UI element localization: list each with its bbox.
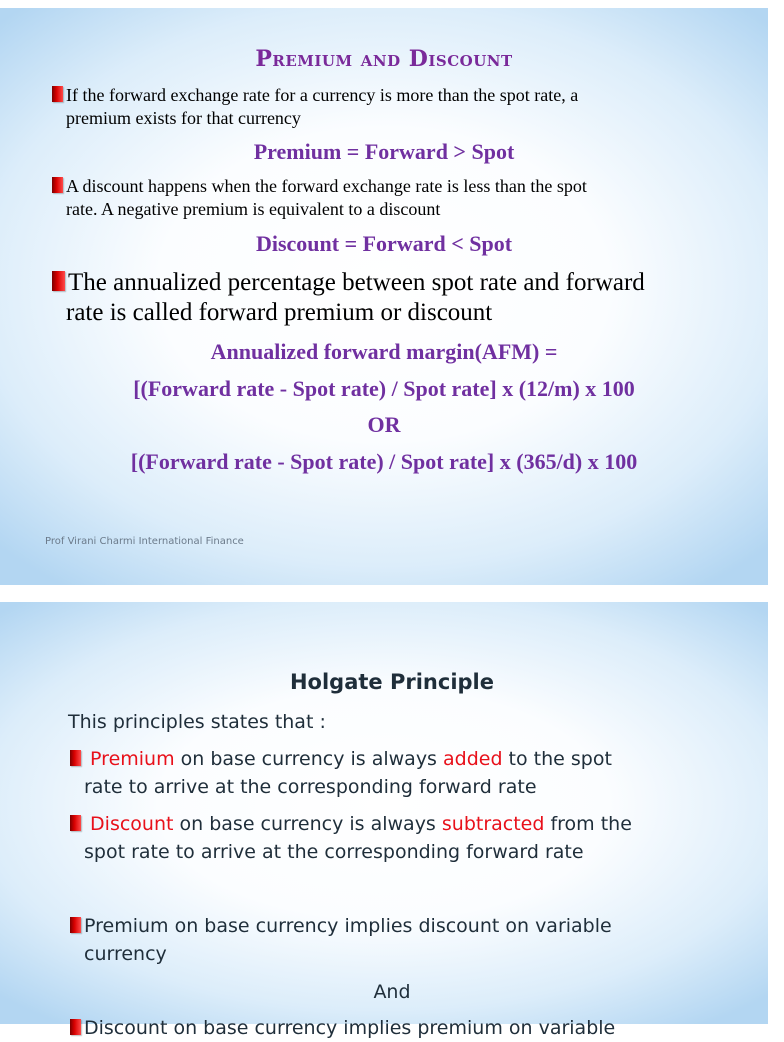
bullet-premium-definition xyxy=(52,84,722,130)
item-text: from the xyxy=(544,813,632,835)
item-text: on base currency is always xyxy=(174,748,443,770)
discount-formula: Discount = Forward < Spot xyxy=(255,231,513,256)
bullet-square-icon xyxy=(52,86,63,102)
keyword-premium: Premium xyxy=(90,748,175,770)
holgate-item-premium xyxy=(70,745,720,801)
holgate-item-discount xyxy=(70,810,720,866)
afm-formula-months: [(Forward rate - Spot rate) / Spot rate] x (12/m) x 100 xyxy=(133,376,635,401)
holgate-item-base-discount xyxy=(70,1014,720,1042)
afm-heading: Annualized forward margin(AFM) = xyxy=(210,339,558,364)
item-text: on base currency is always xyxy=(173,813,442,835)
item-text-line1: Premium on base currency implies discount on variable xyxy=(84,915,612,937)
holgate-item-base-premium xyxy=(70,912,720,968)
bullet-text-line2: rate is called forward premium or discount xyxy=(66,299,493,326)
bullet-square-icon xyxy=(70,815,81,831)
slide-holgate-principle xyxy=(0,602,768,1039)
or-separator: OR xyxy=(367,412,401,437)
item-text: to the spot xyxy=(502,748,612,770)
bullet-text-line1: The annualized percentage between spot rate and forward xyxy=(68,269,645,296)
bullet-text-line2: premium exists for that currency xyxy=(66,108,301,128)
item-text-line2: rate to arrive at the corresponding forward rate xyxy=(84,776,537,798)
bullet-text-line1: If the forward exchange rate for a currency is more than the spot rate, a xyxy=(66,85,579,105)
and-connector: And xyxy=(373,981,411,1003)
bullet-text-line2: rate. A negative premium is equivalent to a discount xyxy=(66,199,441,219)
item-text-line2: spot rate to arrive at the corresponding forward rate xyxy=(84,841,584,863)
bullet-forward-premium xyxy=(52,268,722,328)
keyword-added: added xyxy=(443,748,503,770)
slide-title: Premium and Discount xyxy=(255,46,513,72)
slide-title: Holgate Principle xyxy=(289,670,494,694)
afm-formula-days: [(Forward rate - Spot rate) / Spot rate] x (365/d) x 100 xyxy=(130,449,638,474)
item-text-line2: currency xyxy=(84,943,167,965)
bullet-discount-definition xyxy=(52,175,722,221)
premium-formula: Premium = Forward > Spot xyxy=(253,139,515,164)
slide-footer: Prof Virani Charmi International Finance xyxy=(45,536,244,547)
bullet-square-icon xyxy=(52,271,65,291)
keyword-subtracted: subtracted xyxy=(441,813,545,835)
bullet-square-icon xyxy=(70,750,81,766)
keyword-discount: Discount xyxy=(90,813,174,835)
slide-premium-discount xyxy=(0,8,768,585)
item-text-line1: Discount on base currency implies premium on variable xyxy=(84,1017,616,1039)
bullet-square-icon xyxy=(52,177,63,193)
intro-text: This principles states that : xyxy=(68,711,326,733)
bullet-square-icon xyxy=(70,1019,81,1035)
bullet-text-line1: A discount happens when the forward exchange rate is less than the spot xyxy=(66,176,587,196)
bullet-square-icon xyxy=(70,917,81,933)
